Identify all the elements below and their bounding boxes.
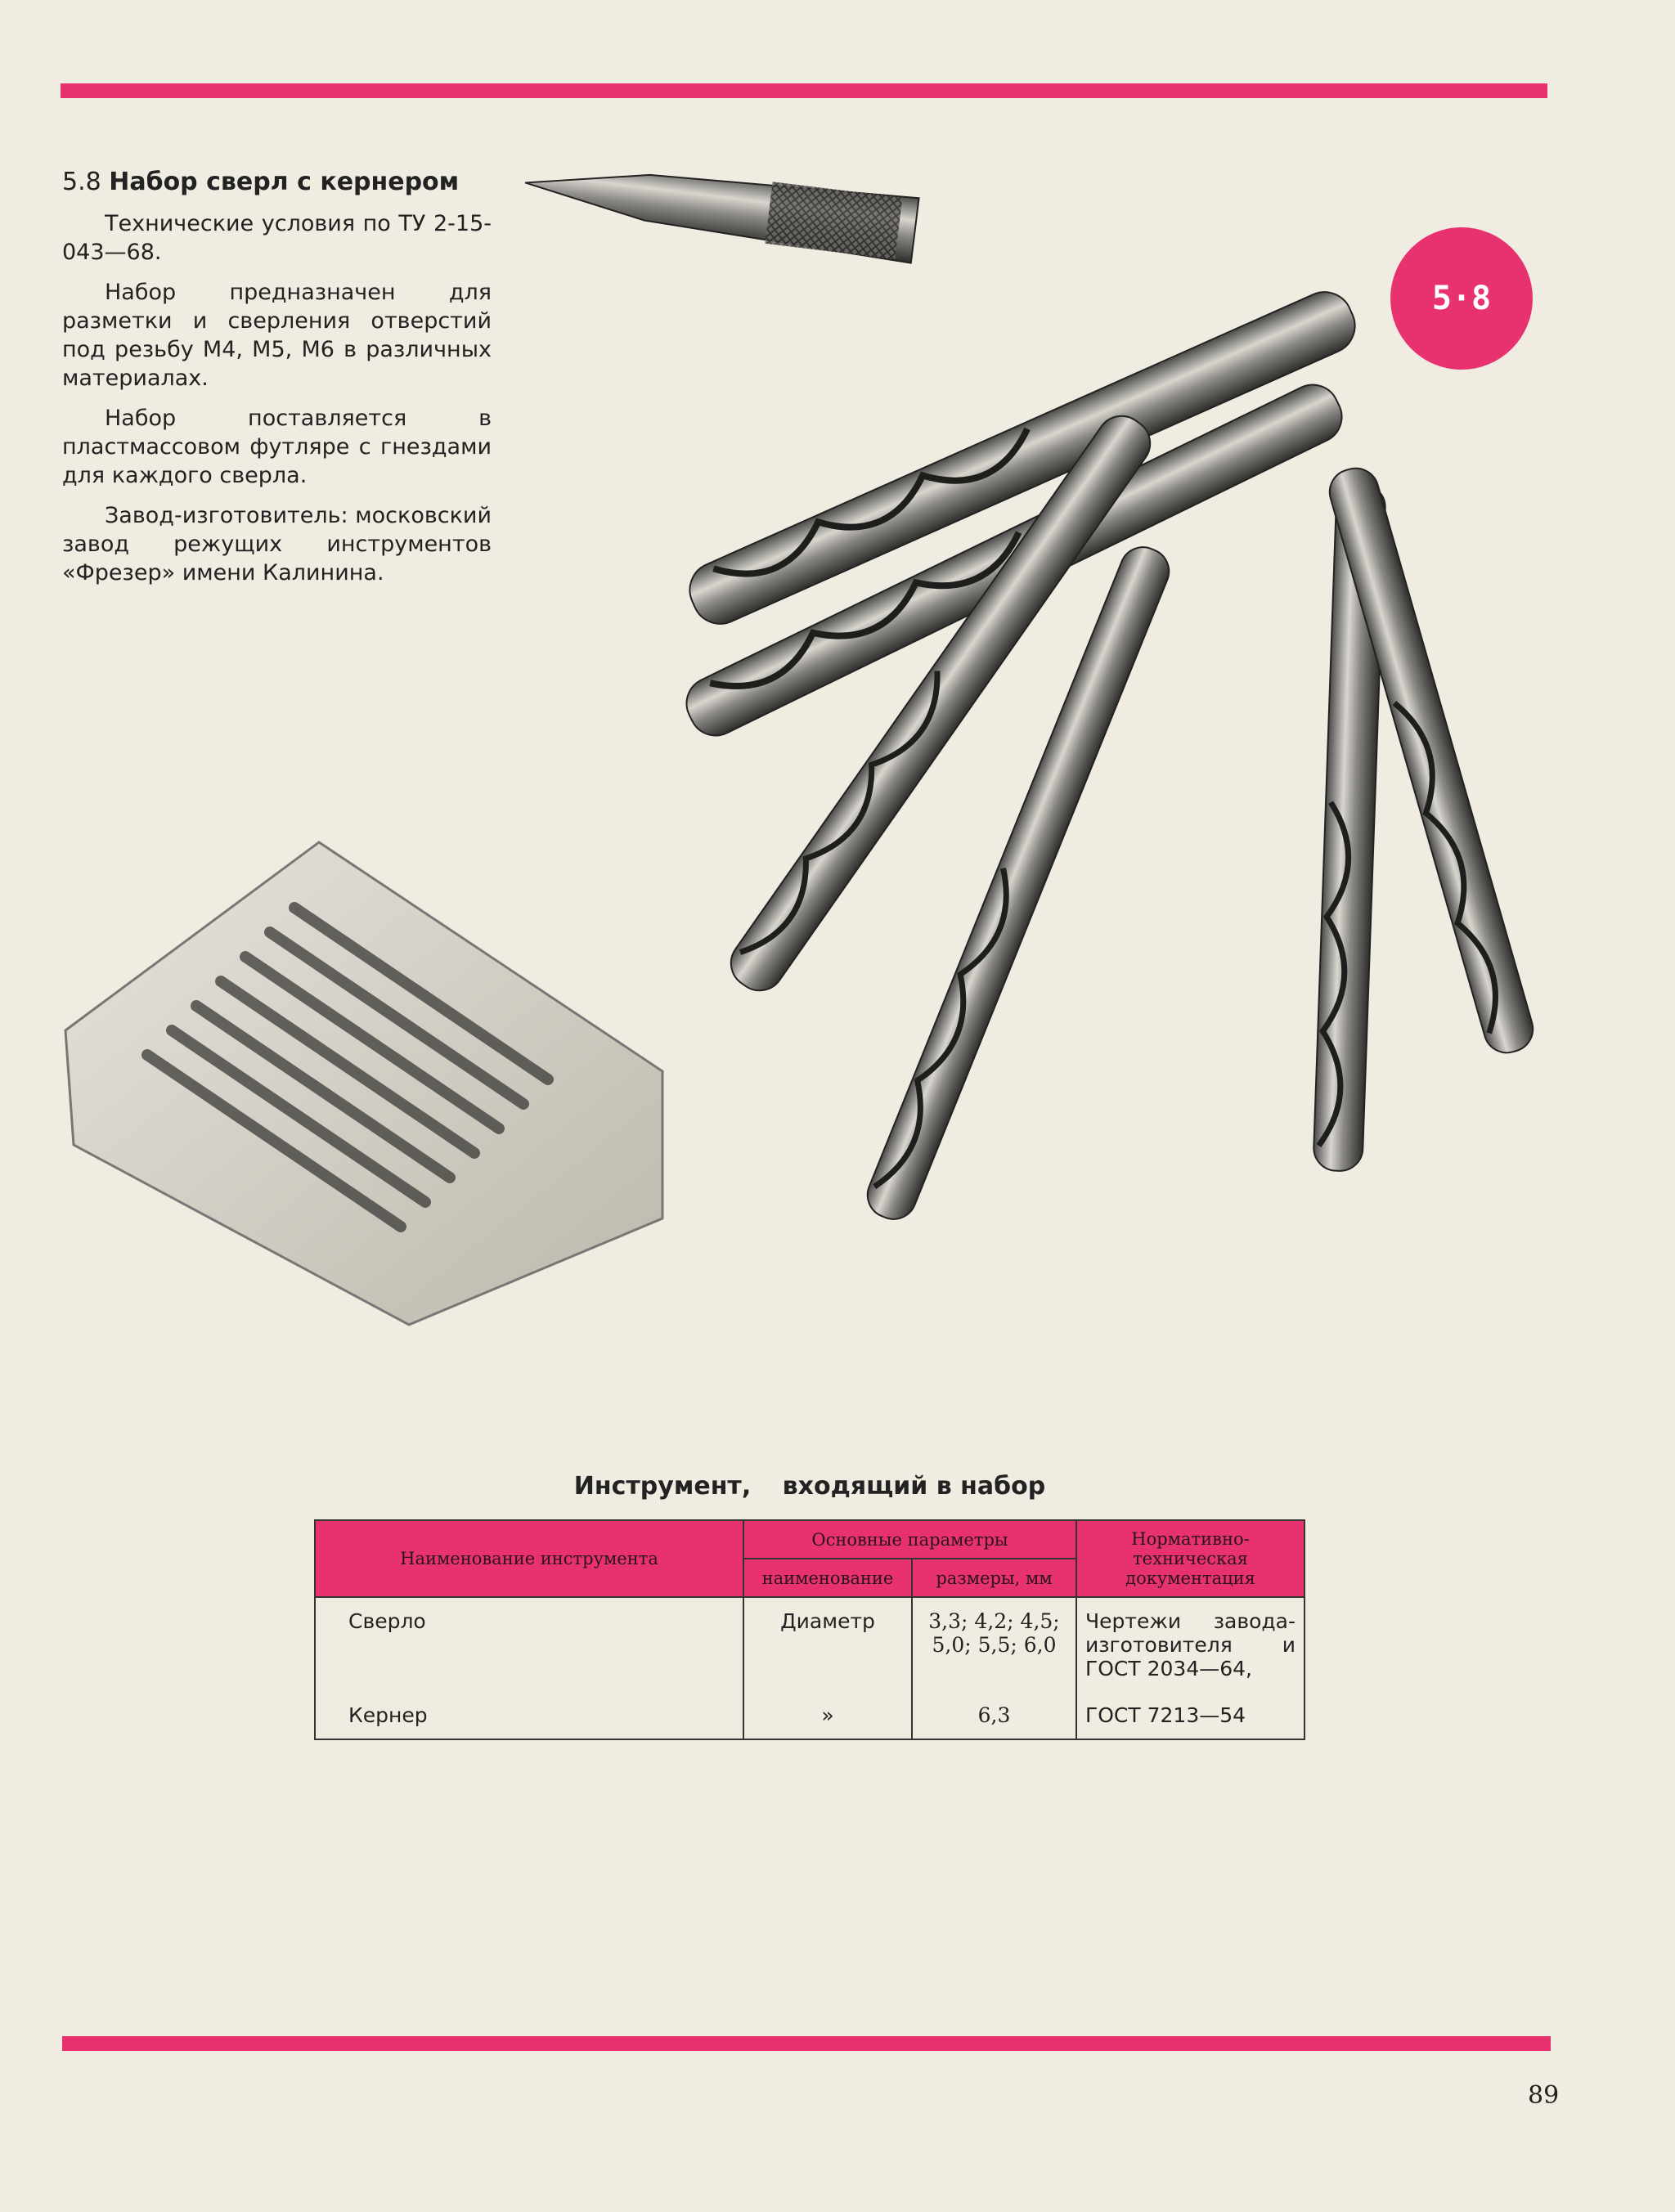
- section-heading: [62, 168, 492, 196]
- section-text: [62, 168, 492, 599]
- paragraph-packaging: Набор поставляется в пластмассовом футляре с гнездами для каждого сверла.: [62, 406, 492, 488]
- plastic-case-photo: [57, 834, 679, 1333]
- table-title-part1: Инструмент,: [573, 1472, 752, 1501]
- section-badge: 5·8: [1390, 227, 1533, 370]
- table-title: [314, 1472, 1305, 1501]
- table-title-part2: входящий в набор: [782, 1472, 1046, 1501]
- param-name-cell: Диаметр: [743, 1597, 912, 1692]
- tool-name-cell: Сверло: [315, 1597, 743, 1692]
- tools-table: [314, 1519, 1305, 1740]
- section-title: Набор сверл с кернером: [109, 168, 460, 196]
- top-rule: [61, 83, 1547, 98]
- center-punch: [523, 150, 919, 263]
- header-param-name: наименование: [743, 1559, 912, 1597]
- paragraph-purpose: Набор предназначен для разметки и сверления отверстий под резьбу М4, М5, М6 в различных материалах.: [62, 280, 492, 391]
- header-docs: Нормативно-техническая документация: [1076, 1520, 1305, 1597]
- paragraph-manufacturer: Завод-изготовитель: московский завод режущих инструментов «Фрезер» имени Калинина.: [62, 503, 492, 586]
- tool-name-cell: Кернер: [315, 1692, 743, 1739]
- param-sizes-cell: 3,3; 4,2; 4,5; 5,0; 5,5; 6,0: [912, 1597, 1076, 1692]
- param-sizes-cell: 6,3: [912, 1692, 1076, 1739]
- docs-cell: ГОСТ 7213—54: [1076, 1692, 1305, 1739]
- header-param-sizes: размеры, мм: [912, 1559, 1076, 1597]
- table-row: [315, 1692, 1305, 1739]
- page-number: 89: [1528, 2081, 1560, 2110]
- header-params-group: Основные параметры: [743, 1520, 1076, 1559]
- section-number: 5.8: [62, 168, 101, 196]
- table-row: [315, 1597, 1305, 1692]
- bottom-rule: [62, 2036, 1551, 2051]
- header-tool-name: Наименование инструмента: [315, 1520, 743, 1597]
- docs-cell: Чертежи завода-изготовителя и ГОСТ 2034—64,: [1076, 1597, 1305, 1692]
- param-name-cell: »: [743, 1692, 912, 1739]
- drills-photo: [523, 139, 1578, 1300]
- paragraph-spec: Технические условия по ТУ 2-15-043—68.: [62, 211, 492, 265]
